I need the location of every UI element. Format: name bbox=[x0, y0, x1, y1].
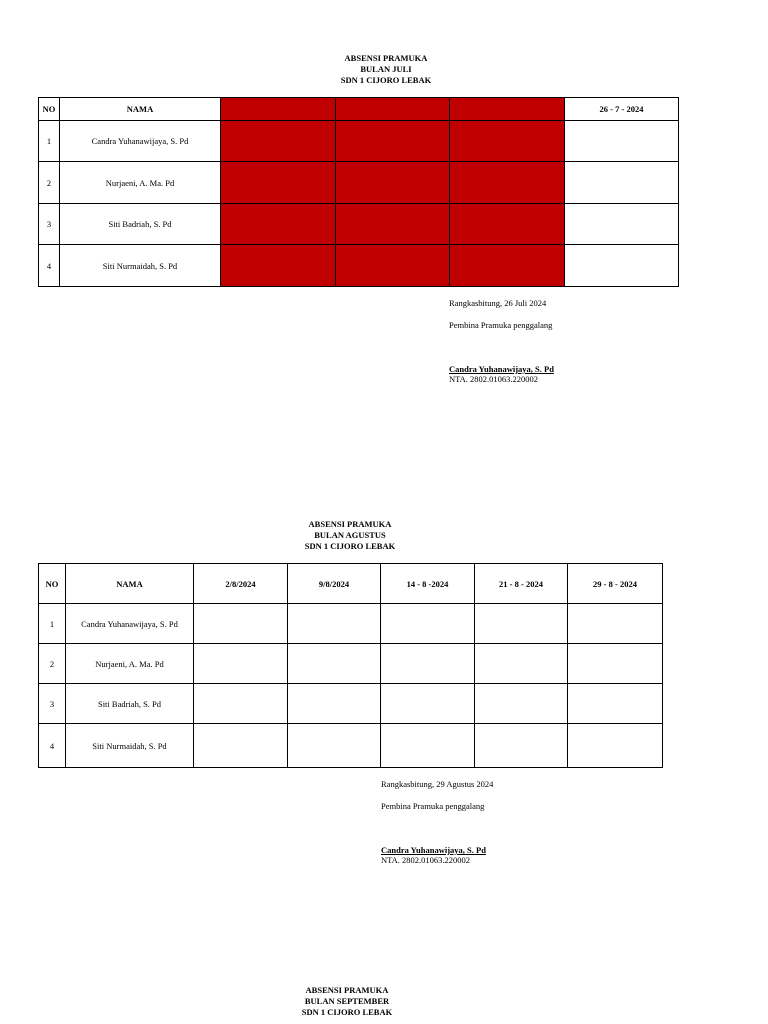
attendance-cell bbox=[336, 204, 450, 245]
july-attendance-table bbox=[38, 97, 679, 287]
header-no: NO bbox=[39, 564, 66, 604]
attendance-cell bbox=[381, 604, 475, 644]
attendance-cell bbox=[568, 604, 663, 644]
attendance-cell bbox=[568, 644, 663, 684]
row-no: 1 bbox=[39, 121, 60, 162]
july-month: BULAN JULI bbox=[360, 64, 412, 74]
august-signature-block bbox=[381, 779, 493, 865]
attendance-cell bbox=[450, 204, 565, 245]
attendance-cell bbox=[194, 644, 288, 684]
row-no: 1 bbox=[39, 604, 66, 644]
row-no: 2 bbox=[39, 644, 66, 684]
attendance-cell bbox=[381, 684, 475, 724]
header-date-blank bbox=[450, 98, 565, 121]
attendance-cell bbox=[475, 684, 568, 724]
attendance-cell bbox=[221, 121, 336, 162]
july-heading bbox=[258, 53, 514, 86]
row-name: Candra Yuhanawijaya, S. Pd bbox=[66, 604, 194, 644]
header-date-blank bbox=[221, 98, 336, 121]
attendance-cell bbox=[475, 724, 568, 768]
header-date-blank bbox=[336, 98, 450, 121]
attendance-cell bbox=[568, 724, 663, 768]
attendance-cell bbox=[381, 644, 475, 684]
september-month: BULAN SEPTEMBER bbox=[304, 996, 390, 1006]
signature-name: Candra Yuhanawijaya, S. Pd bbox=[449, 364, 554, 374]
signature-name: Candra Yuhanawijaya, S. Pd bbox=[381, 845, 486, 855]
attendance-cell bbox=[336, 245, 450, 287]
signature-role: Pembina Pramuka penggalang bbox=[381, 801, 485, 811]
row-no: 3 bbox=[39, 684, 66, 724]
table-row bbox=[39, 121, 679, 162]
attendance-cell bbox=[568, 684, 663, 724]
attendance-cell bbox=[194, 604, 288, 644]
september-heading bbox=[219, 985, 475, 1018]
row-name: Siti Nurmaidah, S. Pd bbox=[60, 245, 221, 287]
attendance-cell bbox=[194, 724, 288, 768]
attendance-cell bbox=[450, 121, 565, 162]
signature-nta: NTA. 2802.01063.220002 bbox=[381, 855, 471, 865]
table-header-row bbox=[39, 98, 679, 121]
table-row bbox=[39, 684, 663, 724]
attendance-cell bbox=[221, 162, 336, 204]
attendance-cell bbox=[475, 604, 568, 644]
header-date: 2/8/2024 bbox=[194, 564, 288, 604]
table-row bbox=[39, 245, 679, 287]
table-row bbox=[39, 604, 663, 644]
table-row bbox=[39, 204, 679, 245]
august-title: ABSENSI PRAMUKA bbox=[308, 519, 392, 529]
september-title: ABSENSI PRAMUKA bbox=[305, 985, 389, 995]
header-date: 26 - 7 - 2024 bbox=[565, 98, 679, 121]
attendance-cell bbox=[221, 245, 336, 287]
signature-nta: NTA. 2802.01063.220002 bbox=[449, 374, 539, 384]
attendance-cell bbox=[288, 724, 381, 768]
row-name: Candra Yuhanawijaya, S. Pd bbox=[60, 121, 221, 162]
row-no: 3 bbox=[39, 204, 60, 245]
header-no: NO bbox=[39, 98, 60, 121]
signature-place-date: Rangkasbitung, 26 Juli 2024 bbox=[449, 298, 547, 308]
table-row bbox=[39, 724, 663, 768]
header-nama: NAMA bbox=[66, 564, 194, 604]
row-name: Siti Badriah, S. Pd bbox=[60, 204, 221, 245]
july-signature-block bbox=[449, 298, 554, 384]
header-date: 9/8/2024 bbox=[288, 564, 381, 604]
header-date: 29 - 8 - 2024 bbox=[568, 564, 663, 604]
header-date: 14 - 8 -2024 bbox=[381, 564, 475, 604]
table-row bbox=[39, 644, 663, 684]
attendance-cell bbox=[288, 644, 381, 684]
signature-role: Pembina Pramuka penggalang bbox=[449, 320, 553, 330]
table-header-row bbox=[39, 564, 663, 604]
attendance-cell bbox=[565, 204, 679, 245]
attendance-cell bbox=[288, 684, 381, 724]
attendance-cell bbox=[288, 604, 381, 644]
august-school: SDN 1 CIJORO LEBAK bbox=[304, 541, 396, 551]
attendance-cell bbox=[381, 724, 475, 768]
attendance-cell bbox=[450, 245, 565, 287]
july-school: SDN 1 CIJORO LEBAK bbox=[340, 75, 432, 85]
attendance-cell bbox=[336, 121, 450, 162]
attendance-cell bbox=[565, 162, 679, 204]
attendance-cell bbox=[475, 644, 568, 684]
september-school: SDN 1 CIJORO LEBAK bbox=[301, 1007, 393, 1017]
august-heading bbox=[222, 519, 478, 552]
attendance-cell bbox=[194, 684, 288, 724]
attendance-cell bbox=[221, 204, 336, 245]
row-name: Siti Nurmaidah, S. Pd bbox=[66, 724, 194, 768]
row-no: 4 bbox=[39, 724, 66, 768]
august-attendance-table bbox=[38, 563, 663, 768]
signature-place-date: Rangkasbitung, 29 Agustus 2024 bbox=[381, 779, 494, 789]
row-no: 2 bbox=[39, 162, 60, 204]
row-no: 4 bbox=[39, 245, 60, 287]
table-row bbox=[39, 162, 679, 204]
header-nama: NAMA bbox=[60, 98, 221, 121]
header-date: 21 - 8 - 2024 bbox=[475, 564, 568, 604]
august-month: BULAN AGUSTUS bbox=[314, 530, 386, 540]
row-name: Nurjaeni, A. Ma. Pd bbox=[66, 644, 194, 684]
attendance-cell bbox=[336, 162, 450, 204]
row-name: Nurjaeni, A. Ma. Pd bbox=[60, 162, 221, 204]
attendance-cell bbox=[565, 121, 679, 162]
attendance-cell bbox=[565, 245, 679, 287]
row-name: Siti Badriah, S. Pd bbox=[66, 684, 194, 724]
attendance-cell bbox=[450, 162, 565, 204]
july-title: ABSENSI PRAMUKA bbox=[344, 53, 428, 63]
